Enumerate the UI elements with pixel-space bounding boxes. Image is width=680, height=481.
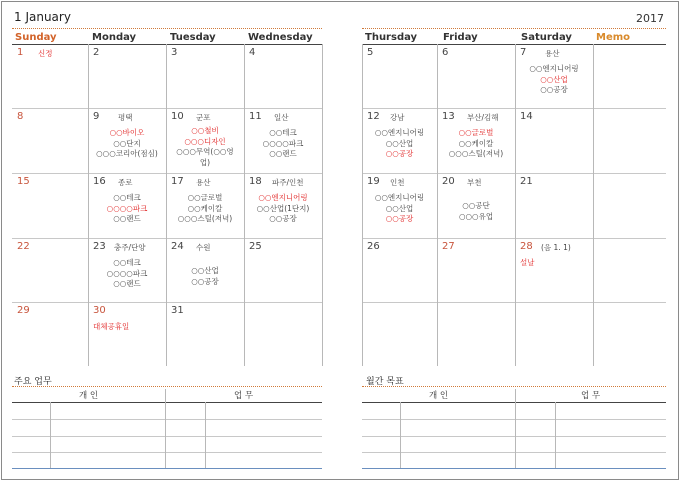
location-label: 파주/인천 bbox=[272, 178, 304, 187]
schedule-list bbox=[166, 126, 244, 168]
schedule-entry: ○○산업 bbox=[385, 138, 414, 148]
grid-row-line bbox=[362, 302, 666, 303]
holiday-label: 신정 bbox=[38, 49, 53, 58]
schedule-list bbox=[362, 193, 437, 225]
schedule-entry: ○○○디자인 bbox=[184, 136, 226, 146]
schedule-list bbox=[437, 201, 515, 222]
location-label: 부천 bbox=[467, 178, 482, 187]
holiday-label: 설날 bbox=[520, 258, 535, 267]
schedule-entry: ○○테크 bbox=[113, 258, 141, 267]
schedule-entry: ○○단지 bbox=[113, 138, 141, 148]
day-cell-19[interactable] bbox=[362, 173, 437, 238]
day-cell-25[interactable] bbox=[244, 238, 322, 302]
day-cell-22[interactable] bbox=[12, 238, 88, 302]
schedule-entry: ○○엔지니어링 bbox=[374, 128, 425, 137]
day-number: 16 bbox=[93, 176, 106, 187]
day-cell-9[interactable] bbox=[88, 108, 166, 173]
table-col-line bbox=[50, 402, 51, 468]
day-cell-15[interactable] bbox=[12, 173, 88, 238]
location-label: 인천 bbox=[390, 178, 405, 187]
day-number: 19 bbox=[367, 176, 380, 187]
day-cell-23[interactable] bbox=[88, 238, 166, 302]
schedule-entry: ○○엔지니어링 bbox=[258, 193, 308, 202]
table-header-rule bbox=[12, 402, 322, 403]
table-row-line bbox=[12, 452, 322, 453]
day-number: 4 bbox=[249, 47, 256, 58]
day-number: 25 bbox=[249, 241, 262, 252]
location-label: 강남 bbox=[390, 113, 405, 122]
schedule-entry: ○○○코리아(점심) bbox=[96, 149, 158, 158]
table-bottom-rule bbox=[362, 468, 666, 469]
schedule-entry: ○○공단 bbox=[462, 201, 490, 210]
section-title-main-tasks: 주요 업무 bbox=[14, 377, 52, 387]
table-col-line bbox=[205, 402, 206, 468]
day-cell-1[interactable] bbox=[12, 44, 88, 108]
schedule-list bbox=[88, 128, 166, 160]
day-cell-12[interactable] bbox=[362, 108, 437, 173]
day-number: 9 bbox=[93, 111, 100, 122]
schedule-list bbox=[166, 193, 244, 225]
day-cell-4[interactable] bbox=[244, 44, 322, 108]
day-number: 1 bbox=[17, 47, 24, 58]
memo-header: Memo bbox=[596, 32, 631, 43]
day-cell-13[interactable] bbox=[437, 108, 515, 173]
schedule-entry: ○○테크 bbox=[269, 128, 297, 137]
day-number: 31 bbox=[171, 305, 184, 316]
table-col-line bbox=[400, 402, 401, 468]
day-number: 10 bbox=[171, 111, 184, 122]
col-header-work: 업 무 bbox=[580, 391, 601, 401]
schedule-entry: ○○철비 bbox=[191, 126, 219, 135]
day-number: 22 bbox=[17, 241, 30, 252]
schedule-list bbox=[88, 193, 166, 225]
schedule-list bbox=[437, 128, 515, 160]
day-number: 7 bbox=[520, 47, 527, 58]
schedule-entry: ○○○○파크 bbox=[106, 203, 148, 213]
schedule-entry: ○○케이칼 bbox=[458, 138, 494, 148]
day-cell-29[interactable] bbox=[12, 302, 88, 366]
schedule-entry: ○○테크 bbox=[113, 193, 141, 202]
table-col-line bbox=[555, 402, 556, 468]
schedule-entry: ○○랜드 bbox=[113, 214, 141, 223]
day-number: 8 bbox=[17, 111, 24, 122]
table-header-rule bbox=[362, 402, 666, 403]
day-number: 15 bbox=[17, 176, 30, 187]
lunar-date-label: (음 1. 1) bbox=[541, 243, 571, 252]
location-label: 용산 bbox=[196, 178, 211, 187]
schedule-entry: ○○엔지니어링 bbox=[529, 64, 579, 73]
day-cell-2[interactable] bbox=[88, 44, 166, 108]
schedule-entry: ○○○스틸(저녁) bbox=[448, 149, 504, 158]
day-cell-24[interactable] bbox=[166, 238, 244, 302]
schedule-entry: ○○케이칼 bbox=[187, 203, 223, 213]
location-label: 충주/단양 bbox=[114, 243, 146, 252]
weekday-wednesday: Wednesday bbox=[248, 32, 313, 43]
day-number: 27 bbox=[442, 241, 455, 252]
schedule-entry: ○○○유업 bbox=[458, 211, 494, 221]
table-row-line bbox=[362, 419, 666, 420]
section-rule bbox=[12, 386, 322, 387]
schedule-entry: ○○공장 bbox=[540, 85, 568, 94]
schedule-list bbox=[515, 64, 593, 96]
day-number: 3 bbox=[171, 47, 178, 58]
schedule-entry: ○○산업(1단지) bbox=[256, 203, 310, 213]
col-header-personal: 개 인 bbox=[78, 391, 99, 401]
schedule-entry: ○○글로벌 bbox=[187, 193, 223, 202]
table-row-line bbox=[362, 452, 666, 453]
schedule-entry: ○○엔지니어링 bbox=[374, 193, 425, 202]
day-cell-21[interactable] bbox=[515, 173, 593, 238]
day-cell-8[interactable] bbox=[12, 108, 88, 173]
weekday-friday: Friday bbox=[443, 32, 478, 43]
location-label: 군포 bbox=[196, 113, 211, 122]
day-number: 11 bbox=[249, 111, 262, 122]
day-cell-11[interactable] bbox=[244, 108, 322, 173]
day-number: 28 bbox=[520, 241, 533, 252]
day-cell-17[interactable] bbox=[166, 173, 244, 238]
schedule-entry: ○○바이오 bbox=[109, 128, 145, 137]
holiday-label: 대체공휴일 bbox=[93, 322, 130, 331]
table-row-line bbox=[362, 436, 666, 437]
weekday-sunday: Sunday bbox=[15, 32, 57, 43]
day-cell-31[interactable] bbox=[166, 302, 244, 366]
table-col-line bbox=[515, 389, 516, 468]
day-number: 13 bbox=[442, 111, 455, 122]
day-cell-30[interactable] bbox=[88, 302, 166, 366]
day-cell-6[interactable] bbox=[437, 44, 515, 108]
page-title: 1 January bbox=[14, 10, 71, 24]
day-cell-16[interactable] bbox=[88, 173, 166, 238]
day-number: 24 bbox=[171, 241, 184, 252]
day-cell-10[interactable] bbox=[166, 108, 244, 173]
day-number: 14 bbox=[520, 111, 533, 122]
day-number: 17 bbox=[171, 176, 184, 187]
location-label: 부산/김해 bbox=[467, 113, 499, 122]
weekday-saturday: Saturday bbox=[521, 32, 572, 43]
schedule-entry: ○○공장 bbox=[191, 276, 219, 286]
table-row-line bbox=[12, 419, 322, 420]
location-label: 용산 bbox=[545, 49, 560, 58]
day-cell-5[interactable] bbox=[362, 44, 437, 108]
schedule-entry: 업) bbox=[199, 157, 211, 167]
schedule-list bbox=[362, 128, 437, 160]
schedule-entry: ○○○○파크 bbox=[262, 138, 304, 148]
schedule-entry: ○○산업 bbox=[540, 74, 568, 84]
schedule-list bbox=[244, 193, 322, 225]
title-rule-right bbox=[362, 28, 666, 29]
location-label: 종로 bbox=[118, 178, 133, 187]
day-number: 12 bbox=[367, 111, 380, 122]
section-title-monthly-goals: 월간 목표 bbox=[366, 377, 404, 387]
day-number: 5 bbox=[367, 47, 374, 58]
schedule-entry: ○○글로벌 bbox=[458, 128, 494, 137]
day-cell-28[interactable] bbox=[515, 238, 593, 302]
day-cell-26[interactable] bbox=[362, 238, 437, 302]
location-label: 일산 bbox=[274, 113, 289, 122]
schedule-entry: ○○랜드 bbox=[113, 279, 141, 288]
day-number: 18 bbox=[249, 176, 262, 187]
day-number: 23 bbox=[93, 241, 106, 252]
day-number: 2 bbox=[93, 47, 100, 58]
schedule-entry: ○○공장 bbox=[385, 149, 414, 158]
col-header-personal: 개 인 bbox=[428, 391, 449, 401]
title-rule-left bbox=[12, 28, 322, 29]
weekday-monday: Monday bbox=[92, 32, 137, 43]
day-number: 26 bbox=[367, 241, 380, 252]
day-cell-20[interactable] bbox=[437, 173, 515, 238]
day-number: 29 bbox=[17, 305, 30, 316]
schedule-list bbox=[244, 128, 322, 160]
day-cell-7[interactable] bbox=[515, 44, 593, 108]
day-cell-18[interactable] bbox=[244, 173, 322, 238]
table-col-line bbox=[165, 389, 166, 468]
day-cell-27[interactable] bbox=[437, 238, 515, 302]
grid-col-line bbox=[322, 44, 323, 366]
weekday-tuesday: Tuesday bbox=[170, 32, 216, 43]
section-rule bbox=[362, 386, 666, 387]
schedule-entry: ○○공장 bbox=[269, 214, 297, 223]
schedule-entry: ○○○○파크 bbox=[106, 268, 148, 278]
schedule-list bbox=[166, 266, 244, 287]
schedule-entry: ○○○스틸(저녁) bbox=[177, 214, 233, 223]
day-cell-3[interactable] bbox=[166, 44, 244, 108]
schedule-entry: ○○산업 bbox=[385, 203, 414, 213]
day-number: 30 bbox=[93, 305, 106, 316]
schedule-entry: ○○공장 bbox=[385, 214, 414, 223]
schedule-entry: ○○랜드 bbox=[269, 149, 297, 158]
table-row-line bbox=[12, 436, 322, 437]
schedule-entry: ○○○무역(○○영 bbox=[176, 147, 234, 156]
day-number: 6 bbox=[442, 47, 449, 58]
day-cell-14[interactable] bbox=[515, 108, 593, 173]
schedule-list bbox=[88, 258, 166, 290]
location-label: 수원 bbox=[196, 243, 211, 252]
col-header-work: 업 무 bbox=[233, 391, 254, 401]
page-year: 2017 bbox=[636, 12, 664, 25]
location-label: 평택 bbox=[118, 113, 133, 122]
weekday-thursday: Thursday bbox=[365, 32, 418, 43]
table-bottom-rule bbox=[12, 468, 322, 469]
day-number: 20 bbox=[442, 176, 455, 187]
grid-col-line bbox=[593, 44, 594, 366]
schedule-entry: ○○산업 bbox=[191, 266, 219, 275]
day-number: 21 bbox=[520, 176, 533, 187]
